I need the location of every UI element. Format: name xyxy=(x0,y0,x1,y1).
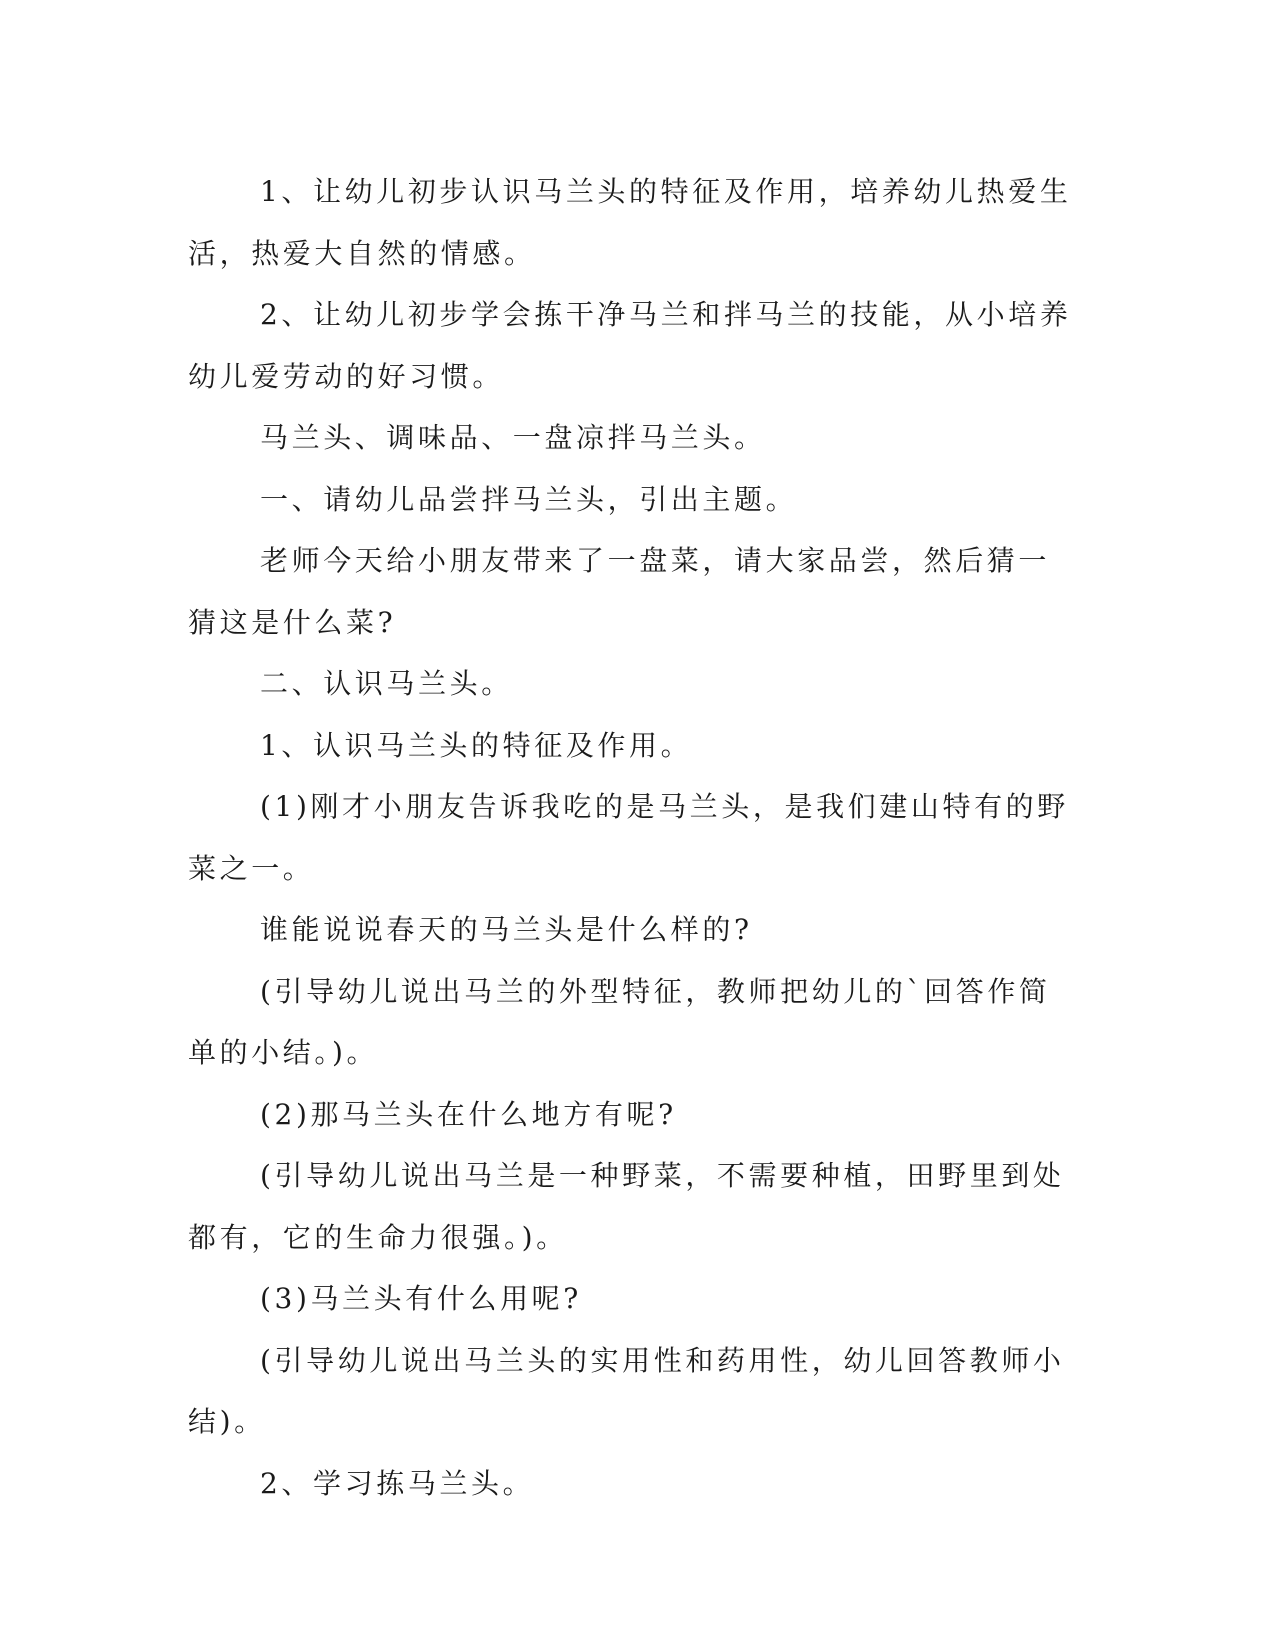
paragraph-subsection-1: 1、认识马兰头的特征及作用。 xyxy=(260,728,693,762)
paragraph-goal-2: 2、让幼儿初步学会拣干净马兰和拌马兰的技能，从小培养幼儿爱劳动的好习惯。 xyxy=(188,298,1072,393)
paragraph-item-2: (2)那马兰头在什么地方有呢? xyxy=(260,1097,677,1131)
paragraph-question-spring: 谁能说说春天的马兰头是什么样的? xyxy=(260,913,753,946)
paragraph-item-3: (3)马兰头有什么用呢? xyxy=(260,1282,582,1315)
paragraph-section-2-heading: 二、认识马兰头。 xyxy=(260,667,513,700)
paragraph-item-1: (1)刚才小朋友告诉我吃的是马兰头，是我们建山特有的野菜之一。 xyxy=(188,790,1069,885)
paragraph-guide-habitat: (引导幼儿说出马兰是一种野菜，不需要种植，田野里到处都有，它的生命力很强。)。 xyxy=(188,1159,1065,1254)
paragraph-goal-1: 1、让幼儿初步认识马兰头的特征及作用，培养幼儿热爱生活，热爱大自然的情感。 xyxy=(188,175,1072,270)
paragraph-guide-usage: (引导幼儿说出马兰头的实用性和药用性，幼儿回答教师小结)。 xyxy=(188,1343,1065,1438)
paragraph-subsection-2: 2、学习拣马兰头。 xyxy=(260,1466,535,1500)
paragraph-materials: 马兰头、调味品、一盘凉拌马兰头。 xyxy=(260,421,766,454)
paragraph-teacher-intro: 老师今天给小朋友带来了一盘菜，请大家品尝，然后猜一猜这是什么菜? xyxy=(188,544,1051,639)
paragraph-section-1-heading: 一、请幼儿品尝拌马兰头，引出主题。 xyxy=(260,482,798,516)
paragraph-guide-appearance: (引导幼儿说出马兰的外型特征，教师把幼儿的`回答作简单的小结。)。 xyxy=(188,974,1051,1069)
